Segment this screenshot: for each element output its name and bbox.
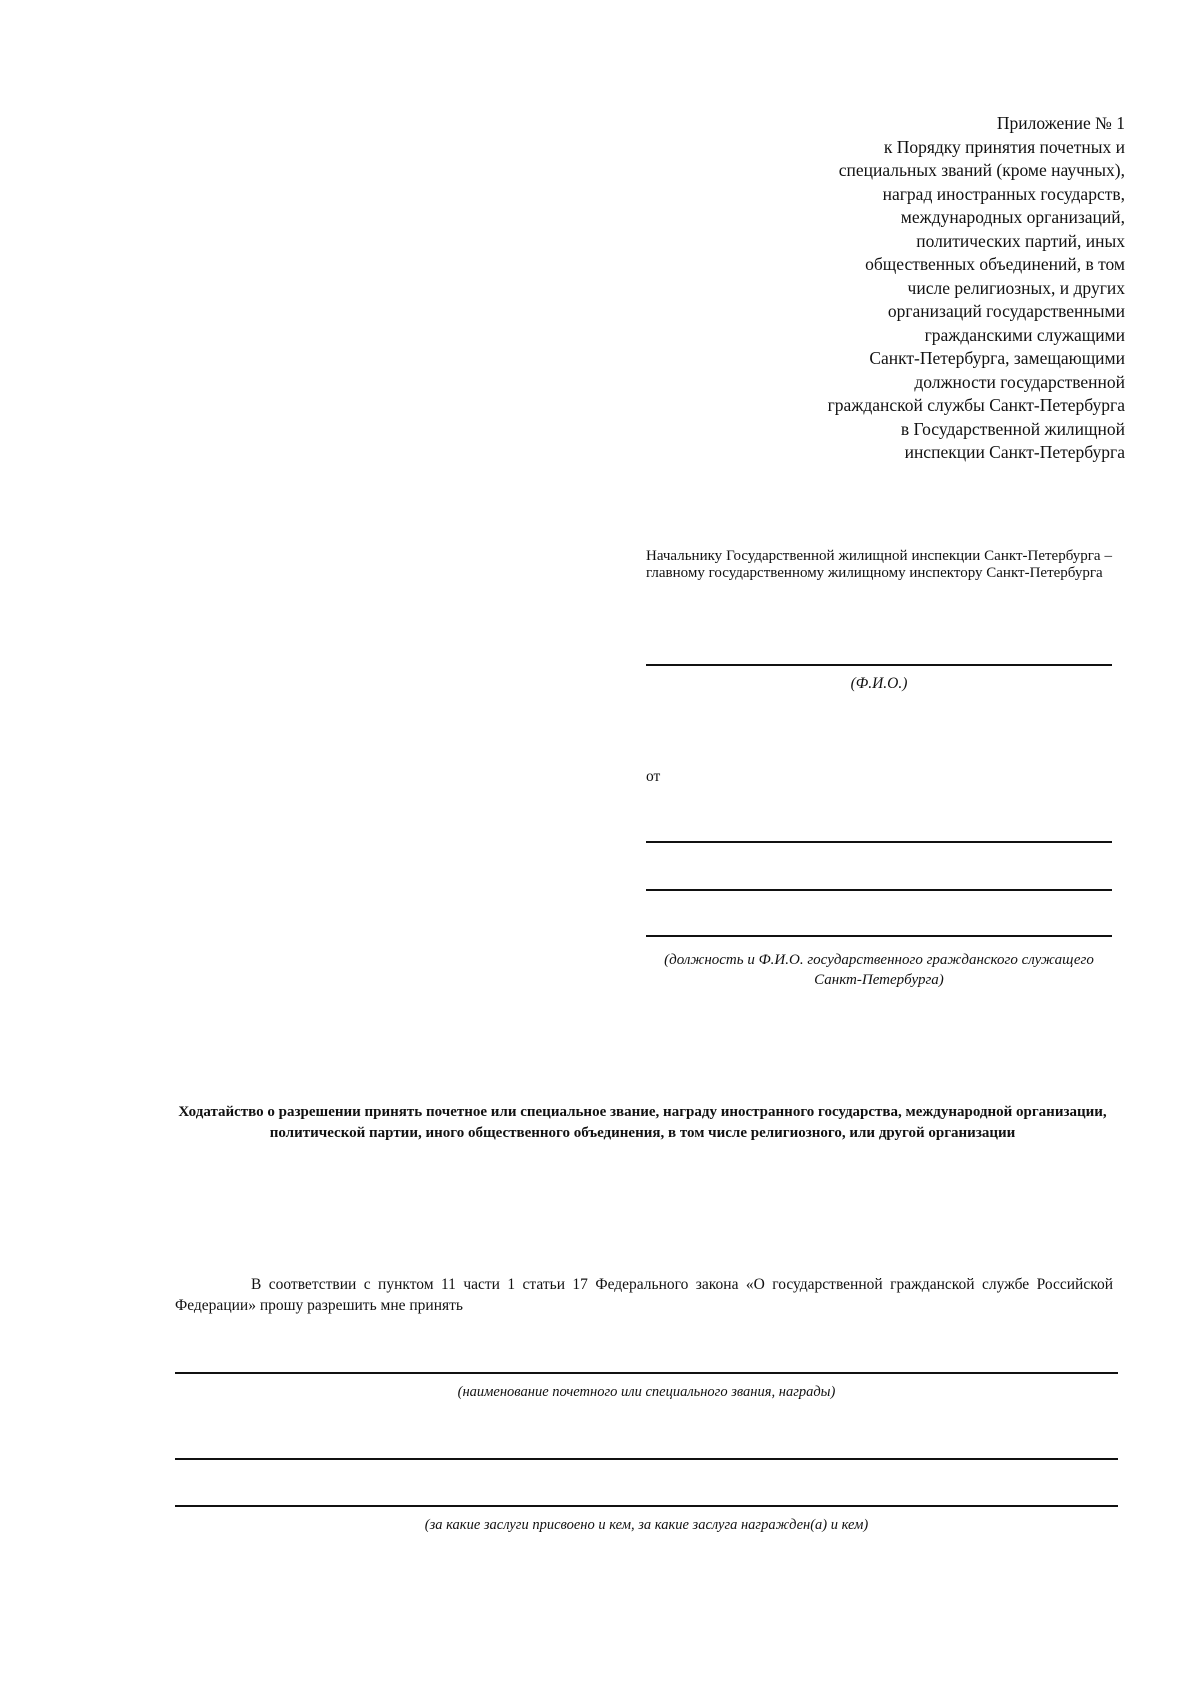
appendix-line: гражданскими служащими	[924, 324, 1125, 345]
appendix-line: в Государственной жилищной	[900, 418, 1125, 439]
sender-line-1[interactable]	[646, 841, 1112, 843]
sender-caption: (должность и Ф.И.О. государственного гражданского служащего Санкт-Петербурга)	[664, 952, 1094, 988]
appendix-line: должности государственной	[914, 371, 1125, 392]
document-title: Ходатайство о разрешении принять почетное или специальное звание, награду иностранного государства, международной организации, политической партии, иного общественного объединения, в том числе религиозного, или другой организации	[178, 1104, 1107, 1141]
appendix-line: к Порядку принятия почетных и	[883, 136, 1125, 157]
body-paragraph: В соответствии с пунктом 11 части 1 статьи 17 Федерального закона «О государственной гражданской службе Российской Федерации» прошу разрешить мне принять	[175, 1276, 1113, 1314]
sender-label: от	[646, 768, 661, 785]
sender-line-2[interactable]	[646, 889, 1112, 891]
appendix-line: международных организаций,	[900, 207, 1125, 227]
merit-line-1[interactable]	[175, 1458, 1118, 1460]
appendix-line: организаций государственными	[887, 301, 1125, 321]
merit-caption: (за какие заслуги присвоено и кем, за какие заслуга награжден(а) и кем)	[424, 1517, 869, 1533]
merit-line-2[interactable]	[175, 1505, 1118, 1507]
appendix-line: Санкт-Петербурга, замещающими	[869, 348, 1125, 368]
appendix-line: гражданской службы Санкт-Петербурга	[827, 395, 1125, 415]
appendix-line: общественных объединений, в том	[865, 254, 1125, 274]
appendix-line: Приложение № 1	[996, 113, 1125, 133]
appendix-line: специальных званий (кроме научных),	[838, 160, 1125, 180]
sender-line-3[interactable]	[646, 935, 1112, 937]
addressee-text: Начальнику Государственной жилищной инспекции Санкт-Петербурга – главному государственному жилищному инспектору Санкт-Петербурга	[646, 548, 1112, 581]
award-name-line[interactable]	[175, 1372, 1118, 1374]
appendix-header	[740, 112, 1125, 465]
addressee-fio-line[interactable]	[646, 664, 1112, 666]
appendix-line: политических партий, иных	[916, 230, 1125, 251]
appendix-line: числе религиозных, и других	[907, 277, 1125, 298]
award-name-caption: (наименование почетного или специального звания, награды)	[457, 1384, 836, 1400]
appendix-line: наград иностранных государств,	[882, 183, 1125, 204]
addressee-fio-caption: (Ф.И.О.)	[850, 675, 908, 692]
appendix-line: инспекции Санкт-Петербурга	[904, 442, 1125, 462]
